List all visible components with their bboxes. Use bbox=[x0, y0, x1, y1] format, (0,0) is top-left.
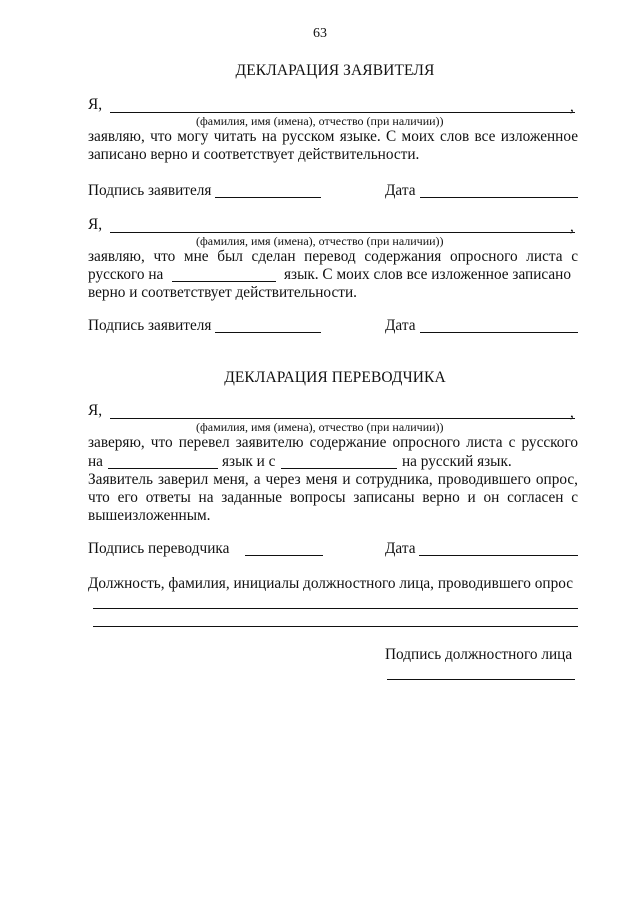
translator-text-line3: Заявитель заверил меня, а через меня и сотрудника, проводившего опрос, bbox=[88, 471, 578, 488]
applicant-2-text-line3: верно и соответствует действительности. bbox=[88, 284, 357, 301]
applicant-2-name-line[interactable] bbox=[110, 232, 575, 233]
translator-text-line2a: на bbox=[88, 453, 103, 470]
official-signature-line[interactable] bbox=[387, 679, 575, 680]
translator-declaration-title: ДЕКЛАРАЦИЯ ПЕРЕВОДЧИКА bbox=[224, 369, 446, 386]
translator-signature-line[interactable] bbox=[245, 555, 323, 556]
translator-signature-label: Подпись переводчика bbox=[88, 540, 230, 557]
applicant-2-signature-line[interactable] bbox=[215, 332, 321, 333]
applicant-1-ya: Я, bbox=[88, 96, 103, 113]
applicant-2-text-line2b: язык. С моих слов все изложенное записано bbox=[284, 266, 572, 283]
applicant-1-date-line[interactable] bbox=[420, 197, 578, 198]
translator-name-line[interactable] bbox=[110, 418, 575, 419]
applicant-1-name-line[interactable] bbox=[110, 112, 575, 113]
applicant-2-language-line[interactable] bbox=[172, 281, 276, 282]
official-position-label: Должность, фамилия, инициалы должностного лица, проводившего опрос bbox=[88, 575, 574, 592]
applicant-2-text-line2a: русского на bbox=[88, 266, 164, 283]
translator-ya: Я, bbox=[88, 402, 103, 419]
applicant-1-text-line1: заявляю, что могу читать на русском языке. С моих слов все изложенное bbox=[88, 128, 578, 145]
applicant-1-date-label: Дата bbox=[385, 182, 416, 199]
page-number: 63 bbox=[313, 26, 327, 41]
translator-text-line5: вышеизложенным. bbox=[88, 507, 211, 524]
applicant-2-date-label: Дата bbox=[385, 317, 416, 334]
translator-name-caption: (фамилия, имя (имена), отчество (при наличии)) bbox=[196, 420, 444, 434]
applicant-2-date-line[interactable] bbox=[420, 332, 578, 333]
applicant-2-ya: Я, bbox=[88, 216, 103, 233]
applicant-2-comma: , bbox=[570, 218, 574, 235]
translator-comma: , bbox=[570, 404, 574, 421]
applicant-2-signature-label: Подпись заявителя bbox=[88, 317, 212, 334]
applicant-1-name-caption: (фамилия, имя (имена), отчество (при наличии)) bbox=[196, 114, 444, 128]
translator-text-line4: что его ответы на заданные вопросы записаны верно и он согласен с bbox=[88, 489, 578, 506]
applicant-1-signature-label: Подпись заявителя bbox=[88, 182, 212, 199]
translator-date-label: Дата bbox=[385, 540, 416, 557]
applicant-1-signature-line[interactable] bbox=[215, 197, 321, 198]
translator-source-language-line[interactable] bbox=[281, 468, 397, 469]
translator-date-line[interactable] bbox=[419, 555, 578, 556]
applicant-1-text-line2: записано верно и соответствует действительности. bbox=[88, 146, 420, 163]
translator-text-line1: заверяю, что перевел заявителю содержание опросного листа с русского bbox=[88, 434, 578, 451]
applicant-declaration-title: ДЕКЛАРАЦИЯ ЗАЯВИТЕЛЯ bbox=[235, 62, 435, 79]
applicant-2-text-line1: заявляю, что мне был сделан перевод содержания опросного листа с bbox=[88, 248, 578, 265]
official-position-line-2[interactable] bbox=[93, 626, 578, 627]
official-position-line-1[interactable] bbox=[93, 608, 578, 609]
official-signature-label: Подпись должностного лица bbox=[385, 646, 573, 663]
translator-text-line2c: на русский язык. bbox=[402, 453, 512, 470]
applicant-1-comma: , bbox=[570, 98, 574, 115]
translator-text-line2b: язык и с bbox=[222, 453, 276, 470]
applicant-2-name-caption: (фамилия, имя (имена), отчество (при наличии)) bbox=[196, 234, 444, 248]
translator-target-language-line[interactable] bbox=[108, 468, 218, 469]
